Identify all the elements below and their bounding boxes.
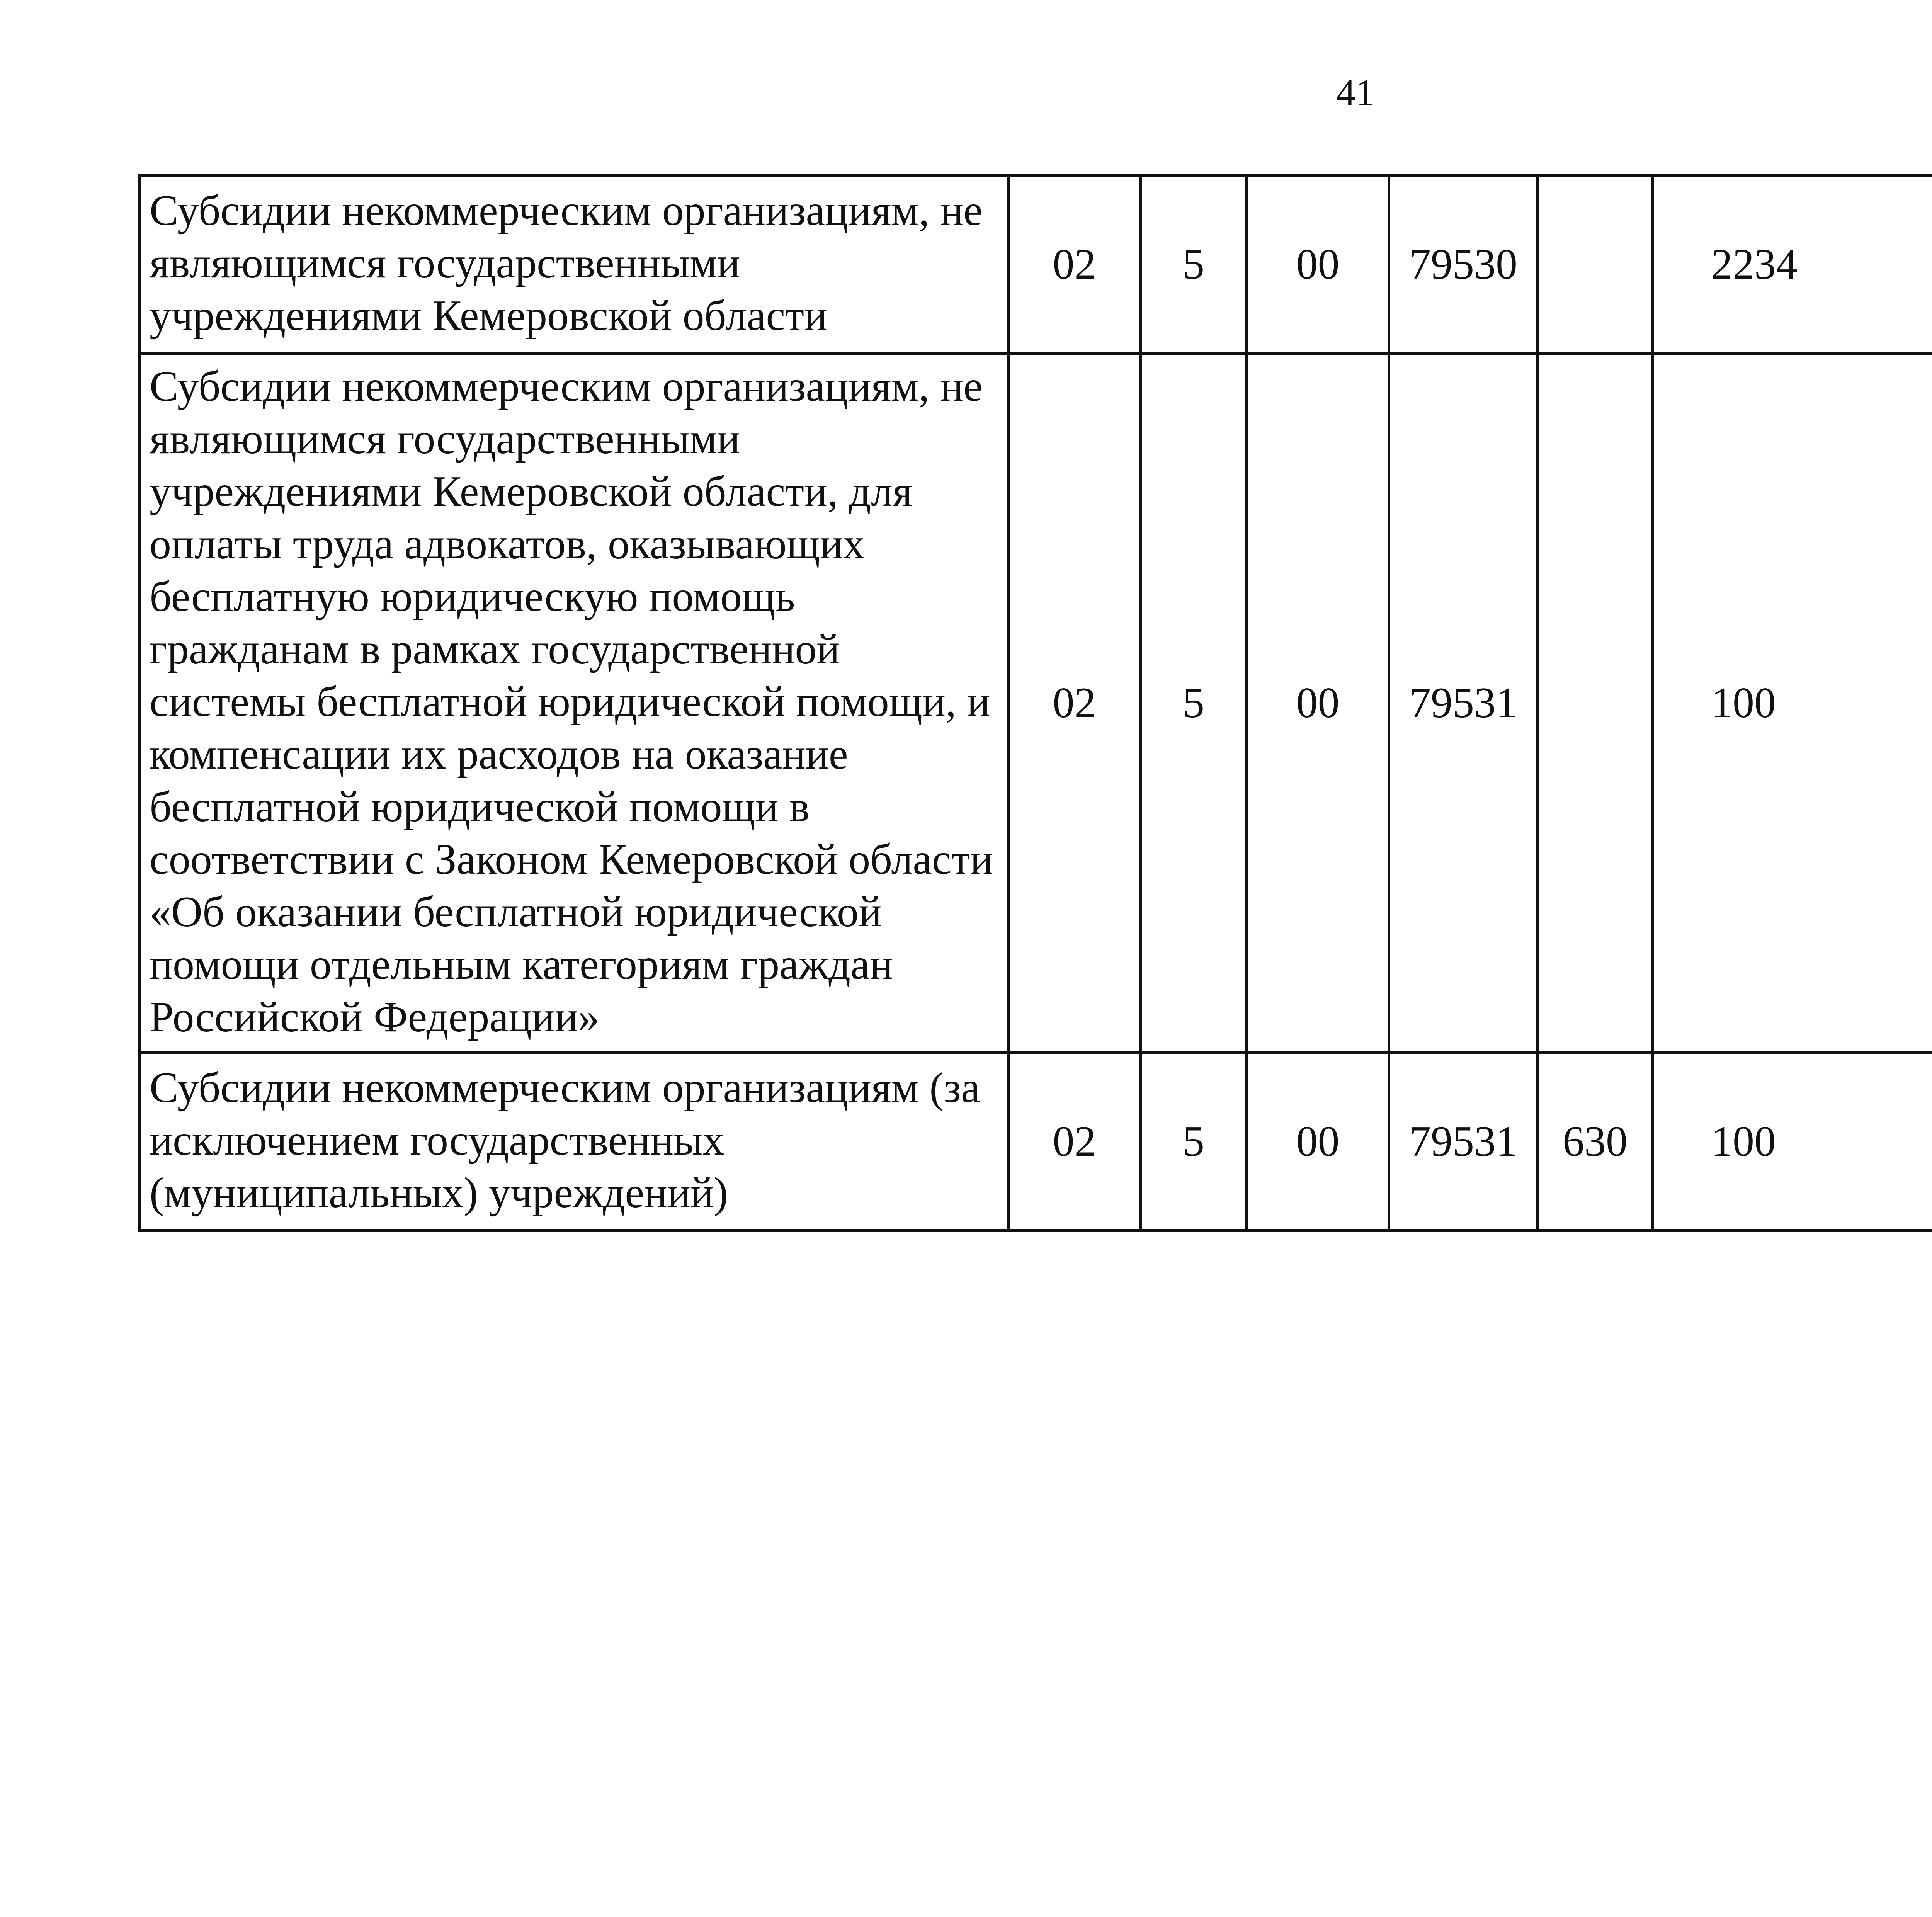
- row-description: Субсидии некоммерческим организациям, не являющимся государственными учреждениями Кемеровской области: [140, 175, 1009, 354]
- page-number: 41: [1336, 71, 1375, 114]
- section-code: 02: [1009, 175, 1141, 354]
- subprogram-code: 00: [1247, 354, 1389, 1053]
- subprogram-code: 00: [1247, 175, 1389, 354]
- program-code: 5: [1141, 175, 1247, 354]
- amount-year-1: 2234: [1653, 175, 1932, 354]
- table-row: [140, 1053, 1932, 1231]
- amount-year-1: 100: [1653, 354, 1932, 1053]
- row-description: Субсидии некоммерческим организациям, не являющимся государственными учреждениями Кемеровской области, для оплаты труда адвокатов, оказывающих бесплатную юридическую помощь гражданам в рамках государственной системы бесплатной юридической помощи, и компенсации их расходов на оказание бесплатной юридической помощи в соответствии с Законом Кемеровской области «Об оказании бесплатной юридической помощи отдельным категориям граждан Российской Федерации»: [140, 354, 1009, 1053]
- row-description: Субсидии некоммерческим организациям (за исключением государственных (муниципальных) учреждений): [140, 1053, 1009, 1231]
- table-row: [140, 175, 1932, 354]
- budget-table: [138, 174, 1932, 1232]
- expense-type-code: [1538, 354, 1653, 1053]
- program-code: 5: [1141, 354, 1247, 1053]
- amount-year-1: 100: [1653, 1053, 1932, 1231]
- table-row: [140, 354, 1932, 1053]
- section-code: 02: [1009, 1053, 1141, 1231]
- expense-type-code: [1538, 175, 1653, 354]
- program-code: 5: [1141, 1053, 1247, 1231]
- expense-type-code: 630: [1538, 1053, 1653, 1231]
- subprogram-code: 00: [1247, 1053, 1389, 1231]
- target-article-code: 79531: [1389, 354, 1538, 1053]
- section-code: 02: [1009, 354, 1141, 1053]
- target-article-code: 79530: [1389, 175, 1538, 354]
- target-article-code: 79531: [1389, 1053, 1538, 1231]
